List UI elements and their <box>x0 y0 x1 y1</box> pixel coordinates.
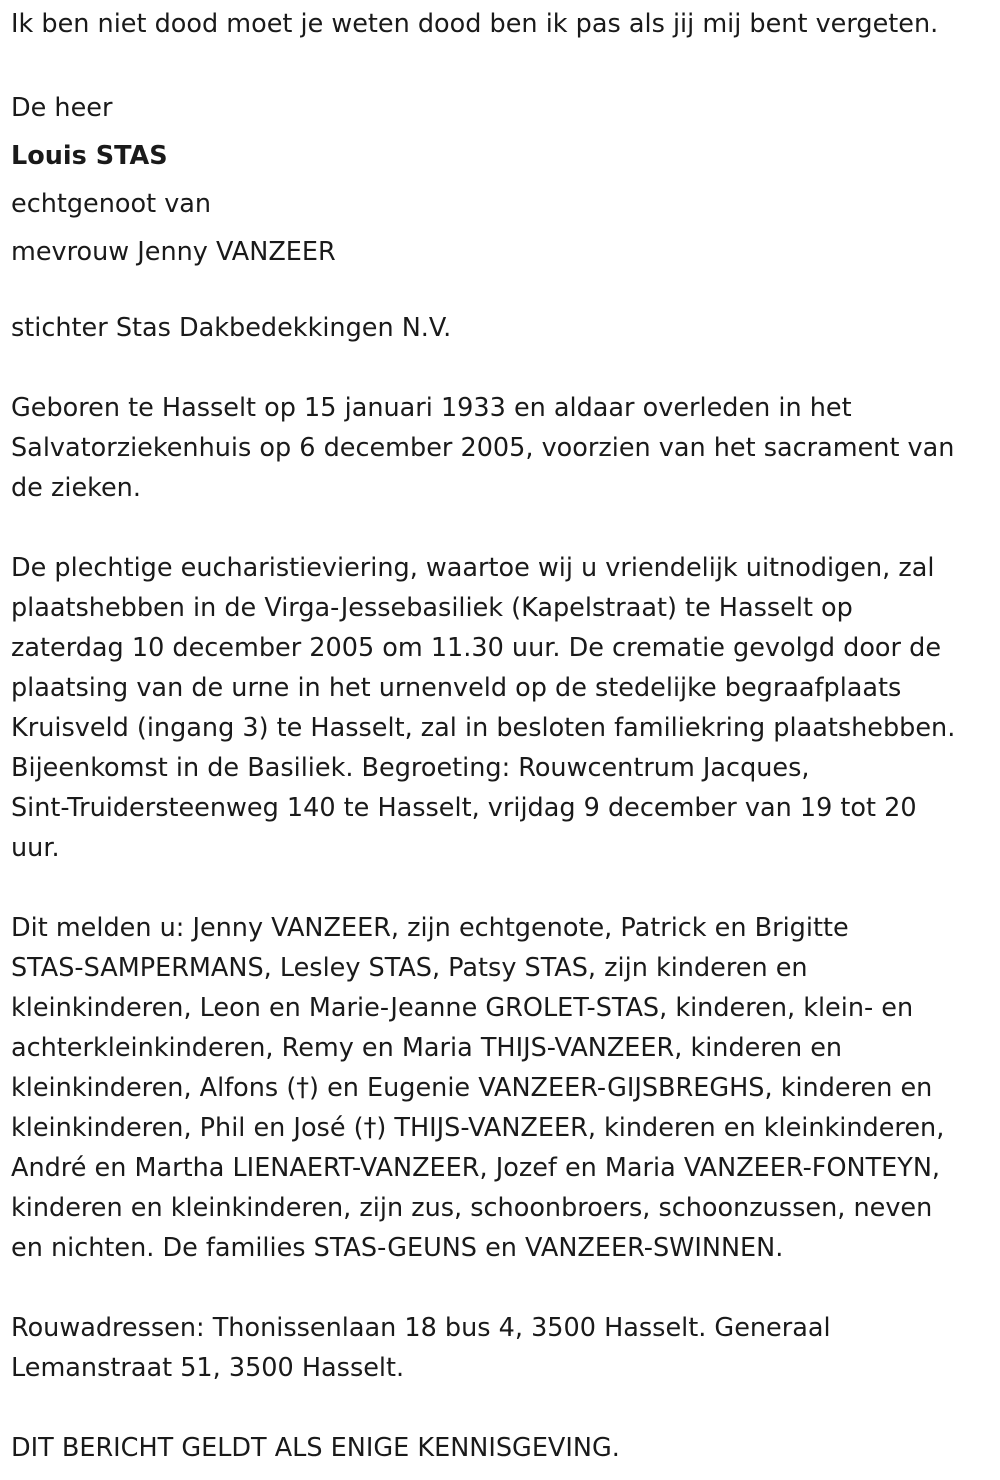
family-line: en nichten. De families STAS-GEUNS en VANZEER-SWINNEN. <box>11 1233 784 1263</box>
motto <box>11 4 1000 44</box>
ceremony-line: Kruisveld (ingang 3) te Hasselt, zal in besloten familiekring plaatshebben. <box>11 713 956 743</box>
family-line: kleinkinderen, Alfons (†) en Eugenie VANZEER-GIJSBREGHS, kinderen en <box>11 1073 933 1103</box>
ceremony-line: De plechtige eucharistieviering, waartoe wij u vriendelijk uitnodigen, zal <box>11 553 935 583</box>
closing-paragraph <box>11 1428 1000 1468</box>
salutation: De heer <box>11 93 113 123</box>
family-line: Dit melden u: Jenny VANZEER, zijn echtgenote, Patrick en Brigitte <box>11 913 849 943</box>
relation-text: echtgenoot van <box>11 189 212 219</box>
ceremony-line: plaatsing van de urne in het urnenveld op de stedelijke begraafplaats <box>11 673 902 703</box>
birth-line: Geboren te Hasselt op 15 januari 1933 en aldaar overleden in het <box>11 393 852 423</box>
birth-line: Salvatorziekenhuis op 6 december 2005, voorzien van het sacrament van <box>11 433 955 463</box>
closing-text: DIT BERICHT GELDT ALS ENIGE KENNISGEVING. <box>11 1433 620 1463</box>
ceremony-line: Bijeenkomst in de Basiliek. Begroeting: Rouwcentrum Jacques, <box>11 753 810 783</box>
family-line: STAS-SAMPERMANS, Lesley STAS, Patsy STAS, zijn kinderen en <box>11 953 808 983</box>
family-line: kleinkinderen, Leon en Marie-Jeanne GROLET-STAS, kinderen, klein- en <box>11 993 914 1023</box>
birth-line: de zieken. <box>11 473 141 503</box>
founder-paragraph <box>11 308 1000 348</box>
address-paragraph <box>11 1308 1000 1388</box>
family-line: achterkleinkinderen, Remy en Maria THIJS-VANZEER, kinderen en <box>11 1033 843 1063</box>
ceremony-paragraph <box>11 548 1000 868</box>
family-line: kinderen en kleinkinderen, zijn zus, schoonbroers, schoonzussen, neven <box>11 1193 933 1223</box>
family-line: André en Martha LIENAERT-VANZEER, Jozef en Maria VANZEER-FONTEYN, <box>11 1153 941 1183</box>
motto-text: Ik ben niet dood moet je weten dood ben ik pas als jij mij bent vergeten. <box>11 9 939 39</box>
address-line: Lemanstraat 51, 3500 Hasselt. <box>11 1353 405 1383</box>
spouse-name: mevrouw Jenny VANZEER <box>11 237 336 267</box>
family-line: kleinkinderen, Phil en José (†) THIJS-VANZEER, kinderen en kleinkinderen, <box>11 1113 945 1143</box>
family-paragraph <box>11 908 1000 1268</box>
ceremony-line: zaterdag 10 december 2005 om 11.30 uur. De crematie gevolgd door de <box>11 633 942 663</box>
ceremony-line: Sint-Truidersteenweg 140 te Hasselt, vrijdag 9 december van 19 tot 20 <box>11 793 917 823</box>
founder-line: stichter Stas Dakbedekkingen N.V. <box>11 313 452 343</box>
deceased-name: Louis STAS <box>11 141 168 171</box>
ceremony-line: plaatshebben in de Virga-Jessebasiliek (Kapelstraat) te Hasselt op <box>11 593 853 623</box>
address-line: Rouwadressen: Thonissenlaan 18 bus 4, 3500 Hasselt. Generaal <box>11 1313 831 1343</box>
deceased-header <box>11 84 1000 276</box>
ceremony-line: uur. <box>11 833 60 863</box>
birth-paragraph <box>11 388 1000 508</box>
